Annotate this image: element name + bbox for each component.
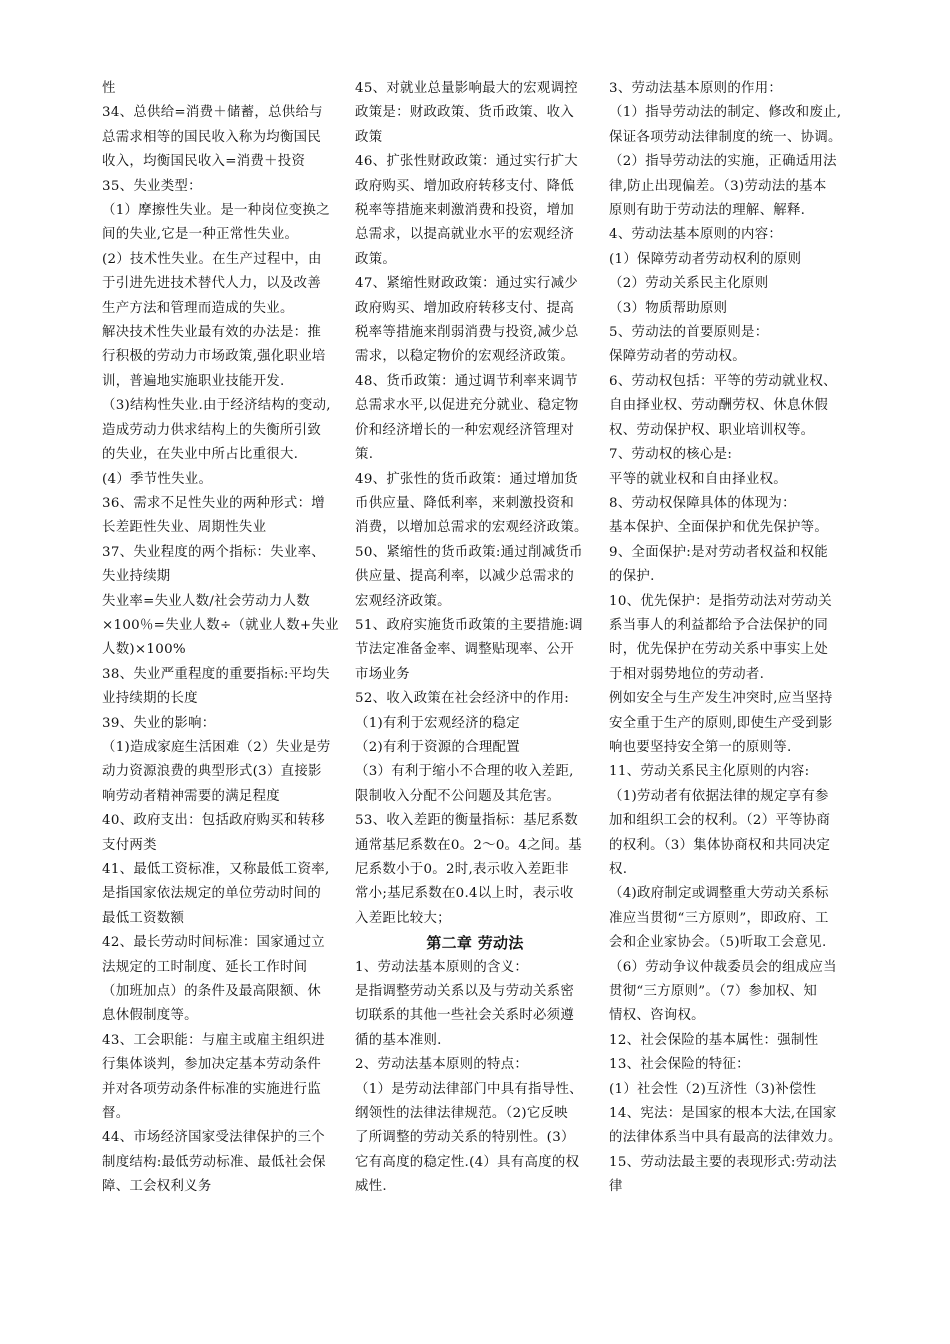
text-line: 准应当贯彻“三方原则”，即政府、工 — [609, 910, 829, 926]
text-line: 解决技术性失业最有效的办法是：推 — [102, 325, 322, 341]
text-line: (1）保障劳动者劳动权利的原则 — [609, 251, 802, 267]
text-line: 限制收入分配不公问题及其危害。 — [355, 788, 561, 804]
text-line: 贯彻“三方原则”。（7）参加权、知 — [609, 984, 818, 1000]
text-line: 37、失业程度的两个指标：失业率、 — [102, 544, 325, 560]
text-line: 会和企业家协会。（5)听取工会意见. — [609, 935, 827, 951]
text-line: （2）劳动关系民主化原则 — [609, 276, 769, 292]
text-line: 12、社会保险的基本属性：强制性 — [609, 1032, 819, 1048]
text-line: （1）摩擦性失业。是一种岗位变换之 — [102, 203, 330, 219]
text-line: 5、劳动法的首要原则是： — [609, 325, 769, 341]
text-line: 保证各项劳动法律制度的统一、协调。 — [609, 129, 842, 145]
text-line: 安全重于生产的原则,即使生产受到影 — [609, 715, 833, 731]
text-line: 督。 — [102, 1106, 130, 1122]
text-line: 47、紧缩性财政政策：通过实行减少 — [355, 276, 578, 292]
text-line: 46、扩张性财政政策：通过实行扩大 — [355, 154, 578, 170]
text-line: 尼系数小于0。2时,表示收入差距非 — [355, 862, 569, 877]
text-line: 于相对弱势地位的劳动者. — [609, 666, 765, 682]
text-line: 失业率=失业人数/社会劳动力人数 — [102, 593, 310, 609]
text-line: 1、劳动法基本原则的含义： — [355, 959, 529, 975]
text-line: 的权利。（3）集体协商权和共同决定 — [609, 837, 831, 853]
text-line: 循的基本准则. — [355, 1032, 442, 1048]
text-line: 了所调整的劳动关系的特别性。(3） — [355, 1130, 575, 1146]
text-line: 49、扩张性的货币政策：通过增加货 — [355, 471, 578, 487]
text-line: 44、市场经济国家受法律保护的三个 — [102, 1130, 325, 1146]
chapter-heading: 第二章 劳动法 — [426, 934, 524, 953]
text-line: 是指调整劳动关系以及与劳动关系密 — [355, 984, 575, 1000]
text-line: 权. — [609, 862, 628, 877]
text-line: 41、最低工资标准，又称最低工资率, — [102, 862, 330, 877]
text-line: 42、最长劳动时间标准：国家通过立 — [102, 935, 325, 951]
text-line: 宏观经济政策。 — [355, 593, 451, 609]
text-line: 律 — [609, 1179, 623, 1195]
text-line: 税率等措施来削弱消费与投资,减少总 — [355, 325, 579, 341]
text-line: （1)劳动者有依据法律的规定享有参 — [609, 788, 829, 804]
text-line: 加和组织工会的权利。（2）平等协商 — [609, 813, 831, 829]
text-line: 是指国家依法规定的单位劳动时间的 — [102, 886, 322, 902]
text-line: 36、需求不足性失业的两种形式：增 — [102, 495, 325, 511]
text-line: （1）是劳动法律部门中具有指导性、 — [355, 1081, 583, 1097]
text-line: 原则有助于劳动法的理解、解释. — [609, 203, 806, 219]
text-column-left — [102, 77, 340, 1200]
text-line: 的失业，在失业中所占比重很大. — [102, 447, 299, 463]
text-line: 基本保护、全面保护和优先保护等。 — [609, 520, 829, 536]
text-line: （1)造成家庭生活困难（2）失业是劳 — [102, 739, 331, 755]
text-line: （1）指导劳动法的制定、修改和废止, — [609, 105, 842, 121]
text-line: (1）社会性（2)互济性（3)补偿性 — [609, 1081, 817, 1097]
text-line: 48、货币政策：通过调节利率来调节 — [355, 373, 578, 389]
text-line: （3）物质帮助原则 — [609, 300, 728, 316]
text-column-middle — [355, 77, 595, 1200]
text-line: 政府购买、增加政府转移支付、提高 — [355, 300, 575, 316]
text-line: 切联系的其他一些社会关系时必须遵 — [355, 1008, 575, 1024]
text-line: 52、收入政策在社会经济中的作用: — [355, 691, 570, 707]
text-line: (2）技术性失业。在生产过程中，由 — [102, 251, 322, 267]
text-line: 权、劳动保护权、职业培训权等。 — [609, 422, 815, 438]
text-line: 消费，以增加总需求的宏观经济政策。 — [355, 520, 588, 536]
text-line: 响劳动者精神需要的满足程度 — [102, 788, 280, 804]
text-line: 政策。 — [355, 251, 397, 267]
text-line: 例如安全与生产发生冲突时,应当坚持 — [609, 691, 833, 707]
text-line: 性 — [102, 81, 116, 96]
text-line: 10、优先保护：是指劳动法对劳动关 — [609, 593, 832, 609]
text-line: 51、政府实施货币政策的主要措施:调 — [355, 617, 583, 633]
text-line: 39、失业的影响： — [102, 715, 216, 731]
text-line: （4)政府制定或调整重大劳动关系标 — [609, 886, 829, 902]
text-line: 障、工会权利义务 — [102, 1179, 212, 1195]
text-line: 6、劳动权包括：平等的劳动就业权、 — [609, 373, 837, 389]
text-line: 政策是：财政政策、货币政策、收入 — [355, 105, 575, 121]
text-line: 律,防止出现偏差。（3)劳动法的基本 — [609, 178, 827, 194]
text-line: 法规定的工时制度、延长工作时间 — [102, 959, 308, 975]
text-line: 人数)×100% — [102, 642, 186, 658]
text-line: 间的失业,它是一种正常性失业。 — [102, 227, 299, 243]
text-line: (4）季节性失业。 — [102, 471, 213, 487]
text-line: （加班加点）的条件及最高限额、休 — [102, 984, 322, 1000]
text-line: 策. — [355, 447, 374, 463]
text-line: 情权、咨询权。 — [609, 1008, 705, 1024]
text-line: ×100％=失业人数÷（就业人数+失业 — [102, 617, 339, 633]
text-line: 通常基尼系数在0。2～0。4之间。基 — [355, 837, 582, 853]
text-line: 于引进先进技术替代人力，以及改善 — [102, 276, 322, 292]
text-line: 息休假制度等。 — [102, 1008, 198, 1024]
text-line: 入差距比较大； — [355, 910, 451, 926]
text-line: 总需求，以提高就业水平的宏观经济 — [355, 227, 575, 243]
text-line: 纲领性的法律法律规范。（2)它反映 — [355, 1106, 569, 1122]
text-line: 政策 — [355, 129, 383, 145]
text-line: 失业持续期 — [102, 569, 171, 585]
text-line: 政府购买、增加政府转移支付、降低 — [355, 178, 575, 194]
text-line: 总需求相等的国民收入称为均衡国民 — [102, 129, 322, 145]
text-line: 长差距性失业、周期性失业 — [102, 520, 267, 536]
text-line: 38、失业严重程度的重要指标:平均失 — [102, 666, 330, 682]
text-line: 35、失业类型： — [102, 178, 202, 194]
text-line: 平等的就业权和自由择业权。 — [609, 471, 787, 487]
text-line: 4、劳动法基本原则的内容： — [609, 227, 783, 243]
text-line: 节法定准备金率、调整贴现率、公开 — [355, 642, 575, 658]
text-line: 行集体谈判，参加决定基本劳动条件 — [102, 1057, 322, 1073]
text-line: 市场业务 — [355, 666, 410, 682]
text-line: 总需求水平,以促进充分就业、稳定物 — [355, 398, 579, 414]
text-line: 造成劳动力供求结构上的失衡所引致 — [102, 422, 322, 438]
text-line: 2、劳动法基本原则的特点： — [355, 1057, 529, 1073]
text-line: 的法律体系当中具有最高的法律效力。 — [609, 1130, 842, 1146]
text-line: 9、全面保护:是对劳动者权益和权能 — [609, 544, 828, 560]
text-line: 15、劳动法最主要的表现形式:劳动法 — [609, 1154, 837, 1170]
text-line: 响也要坚持安全第一的原则等. — [609, 739, 792, 755]
text-line: 价和经济增长的一种宏观经济管理对 — [355, 422, 575, 438]
text-line: 制度结构:最低劳动标准、最低社会保 — [102, 1154, 326, 1170]
text-line: 收入，均衡国民收入=消费＋投资 — [102, 154, 306, 170]
text-line: （2）指导劳动法的实施，正确适用法 — [609, 154, 837, 170]
text-line: 34、总供给=消费＋储蓄，总供给与 — [102, 105, 323, 121]
text-line: 11、劳动关系民主化原则的内容: — [609, 764, 810, 780]
text-line: 8、劳动权保障具体的体现为： — [609, 495, 796, 511]
text-line: 业持续期的长度 — [102, 691, 198, 707]
text-line: 3、劳动法基本原则的作用： — [609, 81, 783, 96]
text-line: 40、政府支出：包括政府购买和转移 — [102, 813, 325, 829]
text-line: 并对各项劳动条件标准的实施进行监 — [102, 1081, 322, 1097]
text-line: 支付两类 — [102, 837, 157, 853]
text-line: 供应量、提高利率，以减少总需求的 — [355, 569, 575, 585]
text-line: 14、宪法：是国家的根本大法,在国家 — [609, 1106, 837, 1122]
text-line: 税率等措施来刺激消费和投资，增加 — [355, 203, 575, 219]
text-line: 常小;基尼系数在0.4以上时，表示收 — [355, 886, 574, 902]
text-line: 45、对就业总量影响最大的宏观调控 — [355, 81, 578, 96]
text-line: 自由择业权、劳动酬劳权、休息休假 — [609, 398, 829, 414]
text-line: 保障劳动者的劳动权。 — [609, 349, 746, 365]
text-line: （2)有利于资源的合理配置 — [355, 739, 520, 755]
text-line: 训，普遍地实施职业技能开发. — [102, 373, 285, 389]
text-line: （1)有利于宏观经济的稳定 — [355, 715, 520, 731]
text-line: 动力资源浪费的典型形式(3）直接影 — [102, 764, 322, 780]
text-line: 币供应量、降低利率，来刺激投资和 — [355, 495, 575, 511]
text-line: 时，优先保护在劳动关系中事实上处 — [609, 642, 829, 658]
text-line: 的保护. — [609, 569, 655, 585]
text-column-right — [609, 77, 849, 1200]
text-line: 它有高度的稳定性.(4）具有高度的权 — [355, 1154, 580, 1170]
text-line: （3)结构性失业.由于经济结构的变动, — [102, 398, 331, 414]
text-line: 生产方法和管理而造成的失业。 — [102, 300, 294, 316]
text-line: 行积极的劳动力市场政策,强化职业培 — [102, 349, 326, 365]
text-line: 最低工资数额 — [102, 910, 185, 926]
text-line: 50、紧缩性的货币政策:通过削减货币 — [355, 544, 583, 560]
text-line: 需求，以稳定物价的宏观经济政策。 — [355, 349, 575, 365]
text-line: （6）劳动争议仲裁委员会的组成应当 — [609, 959, 837, 975]
text-line: 系当事人的利益都给予合法保护的同 — [609, 617, 829, 633]
text-line: 53、收入差距的衡量指标：基尼系数 — [355, 813, 578, 829]
text-line: 43、工会职能：与雇主或雇主组织进 — [102, 1032, 325, 1048]
text-line: （3）有利于缩小不合理的收入差距, — [355, 764, 574, 780]
text-line: 威性. — [355, 1179, 387, 1195]
text-line: 7、劳动权的核心是: — [609, 447, 733, 463]
text-line: 13、社会保险的特征： — [609, 1057, 750, 1073]
